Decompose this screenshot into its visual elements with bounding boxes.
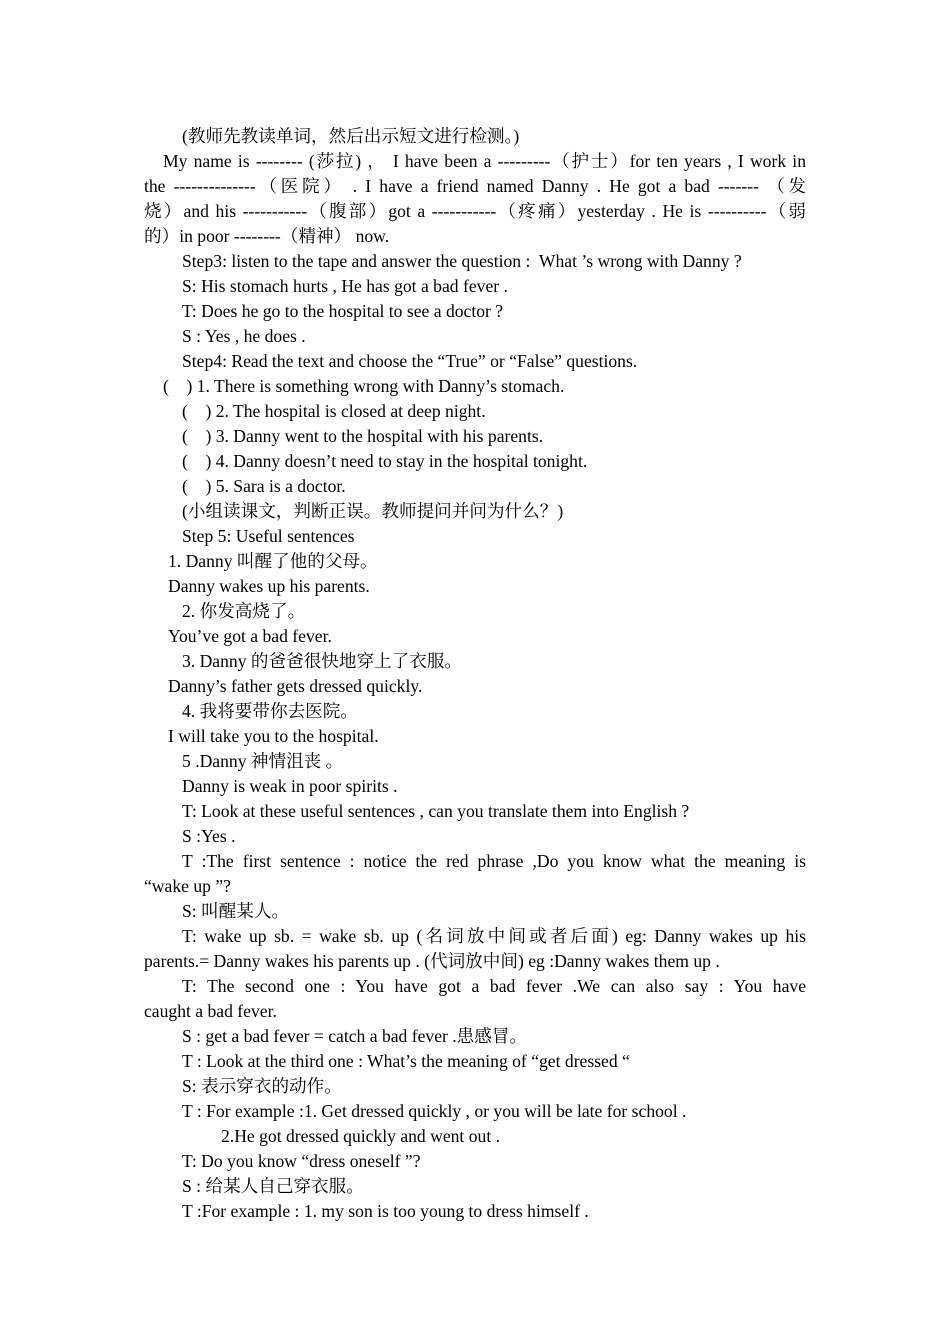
sentence-english: Danny’s father gets dressed quickly.	[168, 676, 423, 696]
instruction-line: (小组读课文，判断正误。教师提问并问为什么？)	[182, 501, 564, 521]
dialogue-line: T: Does he go to the hospital to see a doctor ?	[182, 301, 504, 321]
dialogue-line: T :The first sentence : notice the red phrase ,Do you know what the meaning is	[182, 851, 806, 871]
step3-heading: Step3: listen to the tape and answer the question : What ’s wrong with Danny ?	[182, 251, 742, 271]
example-line: 2.He got dressed quickly and went out .	[221, 1126, 501, 1146]
true-false-item: ( ) 3. Danny went to the hospital with his parents.	[182, 426, 544, 446]
dialogue-line: S: His stomach hurts , He has got a bad fever .	[182, 276, 508, 296]
dialogue-line: S : 给某人自己穿衣服。	[182, 1176, 364, 1196]
dialogue-line: “wake up ”?	[144, 876, 231, 896]
dialogue-line: S: 叫醒某人。	[182, 901, 290, 921]
sentence-chinese: 2. 你发高烧了。	[182, 601, 306, 621]
sentence-english: Danny is weak in poor spirits .	[182, 776, 398, 796]
sentence-english: Danny wakes up his parents.	[168, 576, 370, 596]
dialogue-line: S :Yes .	[182, 826, 236, 846]
dialogue-line: T : For example :1. Get dressed quickly , or you will be late for school .	[182, 1101, 687, 1121]
sentence-chinese: 4. 我将要带你去医院。	[182, 701, 358, 721]
step4-heading: Step4: Read the text and choose the “True” or “False” questions.	[182, 351, 638, 371]
step5-heading: Step 5: Useful sentences	[182, 526, 355, 546]
true-false-item: ( ) 1. There is something wrong with Danny’s stomach.	[163, 376, 565, 396]
true-false-item: ( ) 5. Sara is a doctor.	[182, 476, 346, 496]
sentence-chinese: 5 .Danny 神情沮丧 。	[182, 751, 344, 771]
true-false-item: ( ) 2. The hospital is closed at deep night.	[182, 401, 486, 421]
dialogue-line: T :For example : 1. my son is too young to dress himself .	[182, 1201, 589, 1221]
passage-line: 烧）and his -----------（腹部）got a -----------（疼痛）yesterday . He is ----------（弱	[144, 201, 806, 221]
sentence-chinese: 1. Danny 叫醒了他的父母。	[168, 551, 378, 571]
sentence-chinese: 3. Danny 的爸爸很快地穿上了衣服。	[182, 651, 463, 671]
instruction-line: (教师先教读单词，然后出示短文进行检测。)	[182, 126, 520, 146]
sentence-english: You’ve got a bad fever.	[168, 626, 332, 646]
passage-line: My name is -------- (莎拉) ， I have been a ---------（护士）for ten years , I work in	[163, 151, 806, 171]
dialogue-line: T: The second one : You have got a bad fever .We can also say : You have	[182, 976, 806, 996]
dialogue-line: T: Do you know “dress oneself ”?	[182, 1151, 421, 1171]
passage-line: 的）in poor --------（精神） now.	[144, 226, 390, 246]
dialogue-line: T: wake up sb. = wake sb. up (名词放中间或者后面) eg: Danny wakes up his	[182, 926, 806, 946]
dialogue-line: T : Look at the third one : What’s the meaning of “get dressed “	[182, 1051, 630, 1071]
true-false-item: ( ) 4. Danny doesn’t need to stay in the hospital tonight.	[182, 451, 588, 471]
dialogue-line: caught a bad fever.	[144, 1001, 277, 1021]
dialogue-line: parents.= Danny wakes his parents up . (代词放中间) eg :Danny wakes them up .	[144, 951, 720, 971]
passage-line: the --------------（医院） . I have a friend named Danny . He got a bad ------- （发	[144, 176, 806, 196]
dialogue-line: S : Yes , he does .	[182, 326, 306, 346]
dialogue-line: T: Look at these useful sentences , can you translate them into English ?	[182, 801, 690, 821]
dialogue-line: S : get a bad fever = catch a bad fever .患感冒。	[182, 1026, 528, 1046]
dialogue-line: S: 表示穿衣的动作。	[182, 1076, 342, 1096]
sentence-english: I will take you to the hospital.	[168, 726, 379, 746]
